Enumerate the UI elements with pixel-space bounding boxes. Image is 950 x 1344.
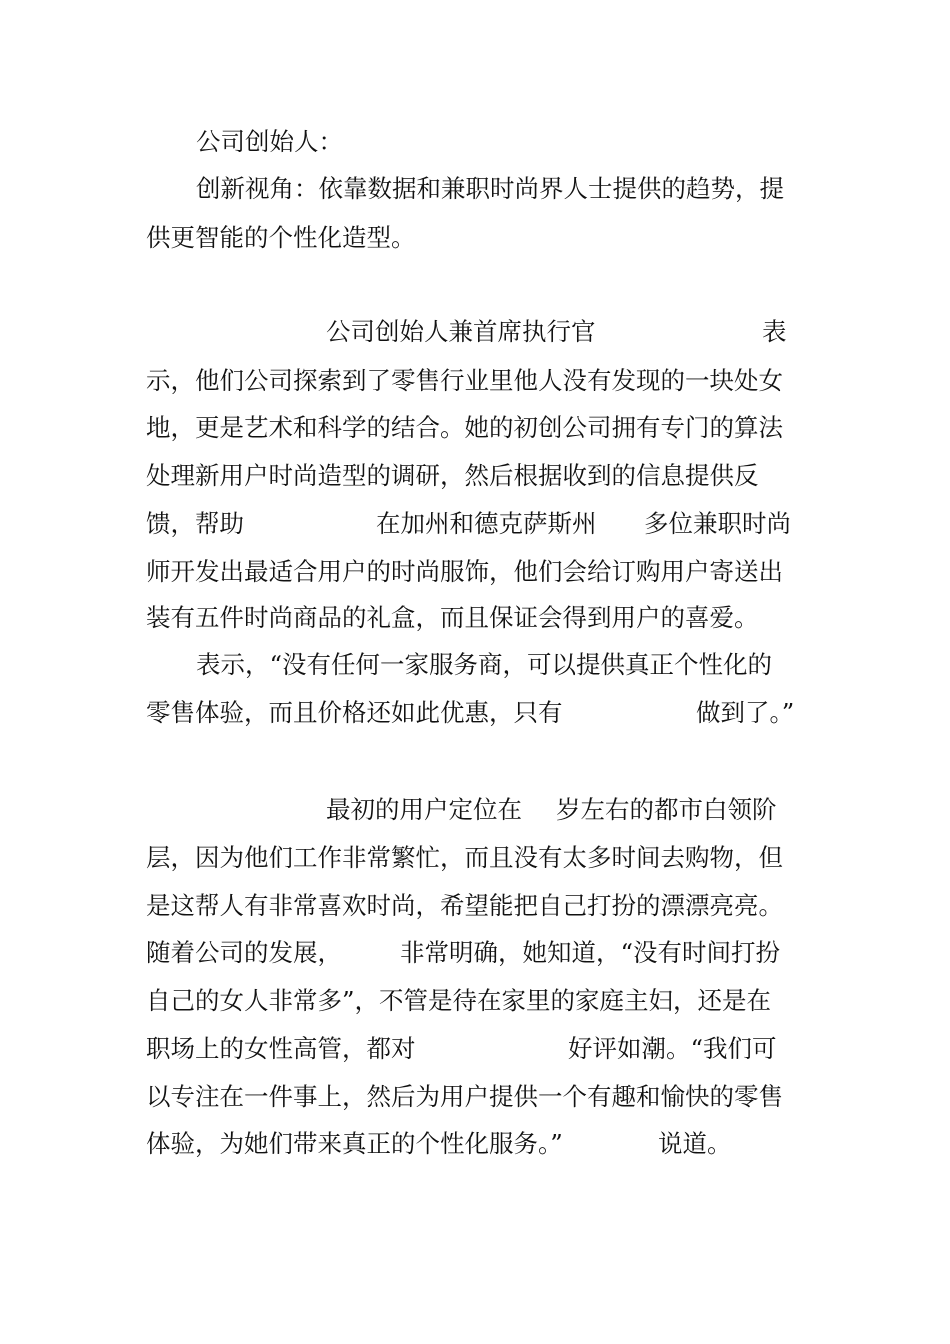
- text-line: [0, 504, 950, 544]
- text-segment: 以专注在一件事上，然后为用户提供一个有趣和愉快的零售: [146, 1082, 783, 1111]
- text-line: [0, 1124, 950, 1164]
- text-line: [0, 218, 950, 258]
- text-segment: 供更智能的个性化造型。: [146, 223, 416, 252]
- text-segment: 随着公司的发展，: [146, 938, 342, 967]
- text-segment: 处理新用户时尚造型的调研，然后根据收到的信息提供反: [146, 461, 759, 490]
- text-segment: 零售体验，而且价格还如此优惠，只有: [146, 698, 563, 727]
- text-segment: 创新视角：依靠数据和兼职时尚界人士提供的趋势，提: [196, 174, 784, 203]
- text-line: [0, 169, 950, 209]
- text-line: [0, 981, 950, 1021]
- text-line: [0, 312, 950, 352]
- text-segment: 体验，为她们带来真正的个性化服务。”: [146, 1129, 563, 1158]
- text-segment: 馈，帮助: [146, 509, 244, 538]
- text-line: [0, 1077, 950, 1117]
- text-segment: 公司创始人兼首席执行官: [326, 317, 596, 346]
- text-segment: 地，更是艺术和科学的结合。她的初创公司拥有专门的算法: [146, 413, 783, 442]
- text-segment: 表: [762, 317, 787, 346]
- text-segment: 非常明确，她知道，“没有时间打扮: [400, 938, 781, 967]
- text-segment: 表示，“没有任何一家服务商，可以提供真正个性化的: [196, 650, 773, 679]
- text-segment: 在加州和德克萨斯州: [376, 509, 597, 538]
- text-line: [0, 933, 950, 973]
- text-segment: 装有五件时尚商品的礼盒，而且保证会得到用户的喜爱。: [146, 603, 759, 632]
- text-line: [0, 838, 950, 878]
- text-segment: 师开发出最适合用户的时尚服饰，他们会给订购用户寄送出: [146, 557, 783, 586]
- text-line: [0, 790, 950, 830]
- text-line: [0, 552, 950, 592]
- text-segment: 自己的女人非常多”，不管是待在家里的家庭主妇，还是在: [146, 986, 772, 1015]
- text-line: [0, 886, 950, 926]
- text-segment: 好评如潮。“我们可: [568, 1034, 777, 1063]
- text-segment: 最初的用户定位在: [326, 795, 522, 824]
- text-segment: 公司创始人：: [196, 127, 343, 156]
- text-line: [0, 361, 950, 401]
- text-segment: 是这帮人有非常喜欢时尚，希望能把自己打扮的漂漂亮亮。: [146, 891, 783, 920]
- text-segment: 做到了。”: [696, 698, 795, 727]
- text-line: [0, 693, 950, 733]
- text-line: [0, 1029, 950, 1069]
- text-segment: 职场上的女性高管，都对: [146, 1034, 416, 1063]
- text-line: [0, 598, 950, 638]
- text-line: [0, 645, 950, 685]
- text-line: [0, 408, 950, 448]
- text-segment: 岁左右的都市白领阶: [556, 795, 777, 824]
- text-segment: 多位兼职时尚: [644, 509, 791, 538]
- text-line: [0, 122, 950, 162]
- text-segment: 示，他们公司探索到了零售行业里他人没有发现的一块处女: [146, 366, 783, 395]
- text-segment: 层，因为他们工作非常繁忙，而且没有太多时间去购物，但: [146, 843, 783, 872]
- text-line: [0, 456, 950, 496]
- text-segment: 说道。: [658, 1129, 732, 1158]
